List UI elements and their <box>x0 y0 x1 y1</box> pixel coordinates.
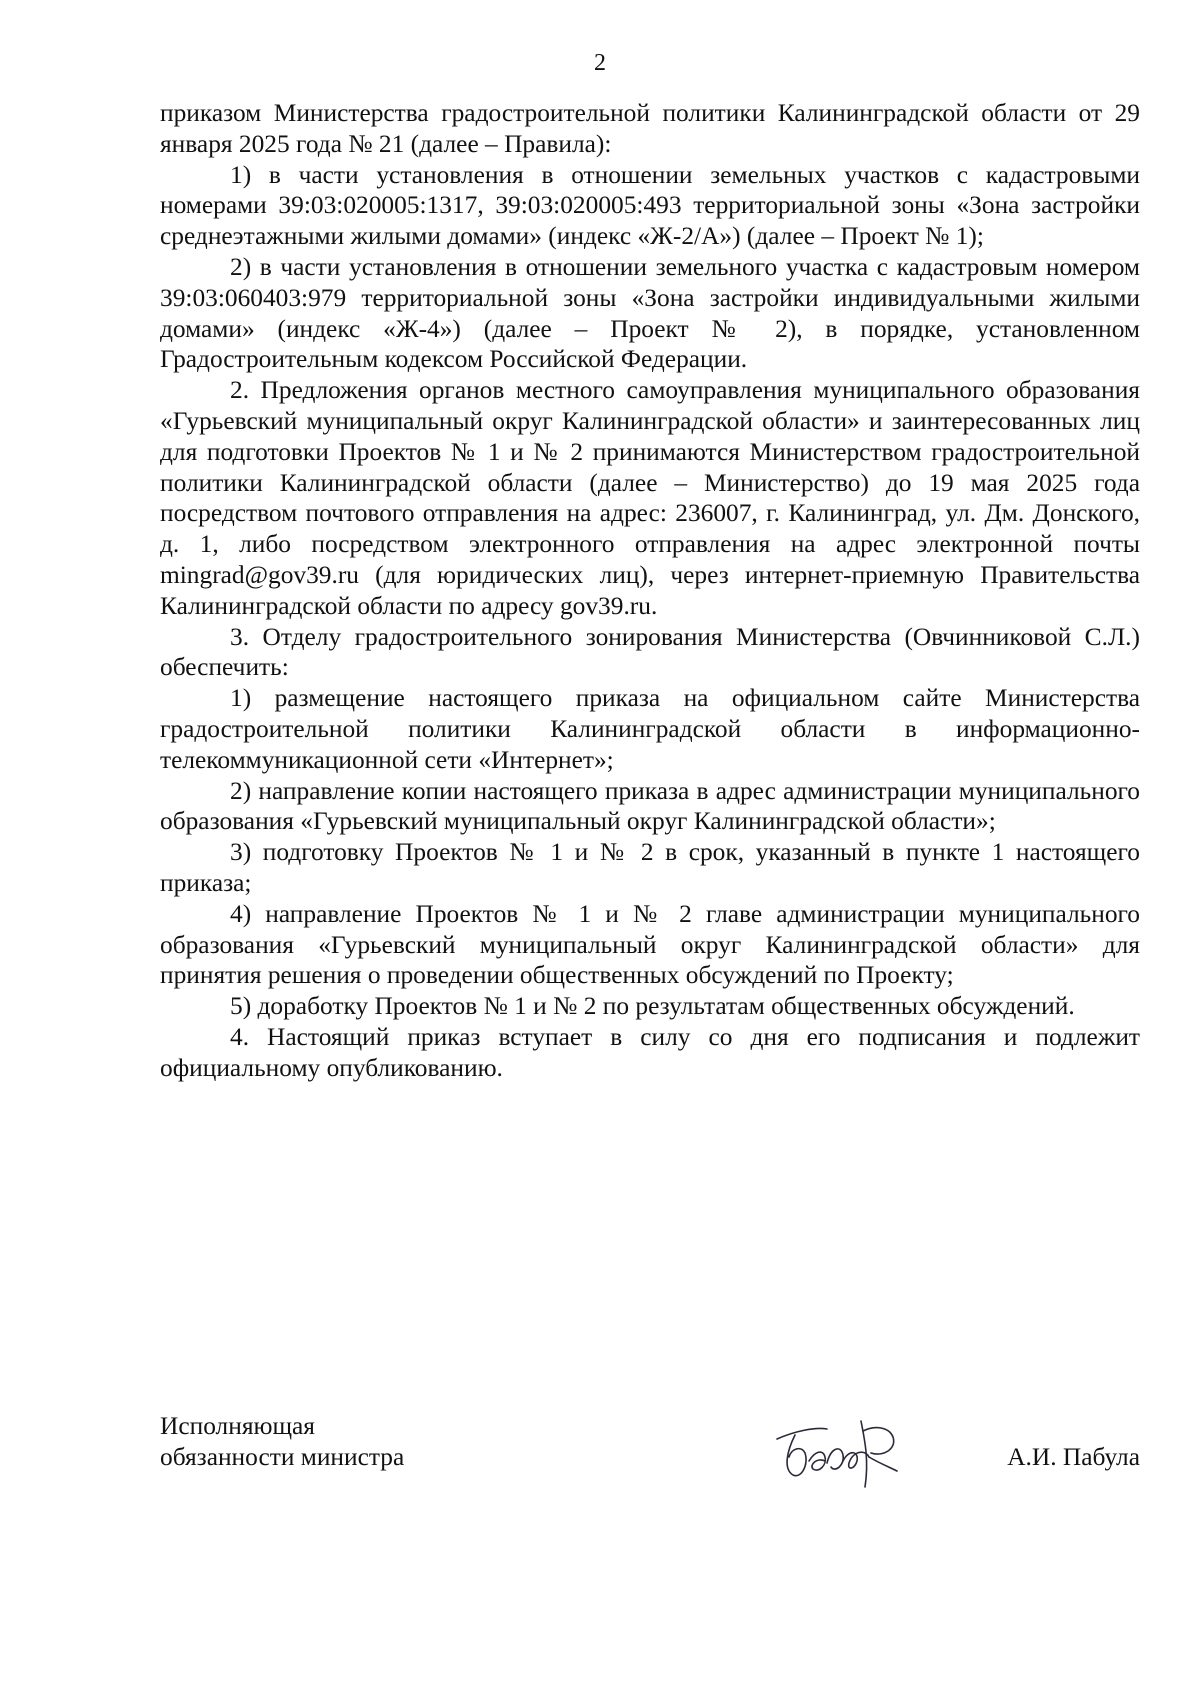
paragraph-item-3-4: 4) направление Проектов № 1 и № 2 главе администрации муниципального образования «Гурьевский муниципальный округ Калининградской области» для принятия решения о проведении общественных обсуждений по Проекту; <box>160 899 1140 990</box>
signatory-position-line-1: Исполняющая <box>160 1412 315 1440</box>
paragraph-item-1-2: 2) в части установления в отношении земельного участка с кадастровым номером 39:03:060403:979 территориальной зоны «Зона застройки индивидуальными жилыми домами» (индекс «Ж-4») (далее – Проект № 2), в порядке, установленном Градостроительным кодексом Российской Федерации. <box>160 252 1140 374</box>
signatory-name: А.И. Пабула <box>1007 1443 1140 1471</box>
paragraph-clause-3: 3. Отделу градостроительного зонирования Министерства (Овчинниковой С.Л.) обеспечить: <box>160 622 1140 682</box>
paragraph-item-3-1: 1) размещение настоящего приказа на официальном сайте Министерства градостроительной политики Калининградской области в информационно-телекоммуникационной сети «Интернет»; <box>160 684 1140 774</box>
paragraph-item-3-2: 2) направление копии настоящего приказа в адрес администрации муниципального образования «Гурьевский муниципальный округ Калининградской области»; <box>160 776 1140 836</box>
paragraph-item-1-1: 1) в части установления в отношении земельных участков с кадастровыми номерами 39:03:020005:1317, 39:03:020005:493 территориальной зоны «Зона застройки среднеэтажными жилыми домами» (индекс «Ж-2/А») (далее – Проект № 1); <box>160 160 1140 251</box>
paragraph-clause-2: 2. Предложения органов местного самоуправления муниципального образования «Гурьевский муниципальный округ Калининградской области» и заинтересованных лиц для подготовки Проектов № 1 и № 2 принимаются Министерством градостроительной политики Калининградской области (далее – Министерство) до 19 мая 2025 года посредством почтового отправления на адрес: 236007, г. Калининград, ул. Дм. Донского, д. 1, либо посредством электронного отправления на адрес электронной почты mingrad@gov39.ru (для юридических лиц), через интернет-приемную Правительства Калининградской области по адресу gov39.ru. <box>160 376 1140 620</box>
handwritten-signature <box>765 1391 915 1501</box>
page-number: 2 <box>594 50 606 76</box>
paragraph-item-3-3: 3) подготовку Проектов № 1 и № 2 в срок, указанный в пункте 1 настоящего приказа; <box>160 838 1140 897</box>
document-body <box>160 98 1140 1084</box>
signature-block <box>160 1411 1140 1531</box>
signatory-position <box>160 1411 404 1473</box>
signatory-position-line-2: обязанности министра <box>160 1443 405 1471</box>
paragraph-continuation: приказом Министерства градостроительной политики Калининградской области от 29 января 2025 года № 21 (далее – Правила): <box>160 99 1140 158</box>
paragraph-clause-4: 4. Настоящий приказ вступает в силу со дня его подписания и подлежит официальному опубликованию. <box>160 1022 1140 1082</box>
paragraph-item-3-5: 5) доработку Проектов № 1 и № 2 по результатам общественных обсуждений. <box>230 992 1075 1021</box>
